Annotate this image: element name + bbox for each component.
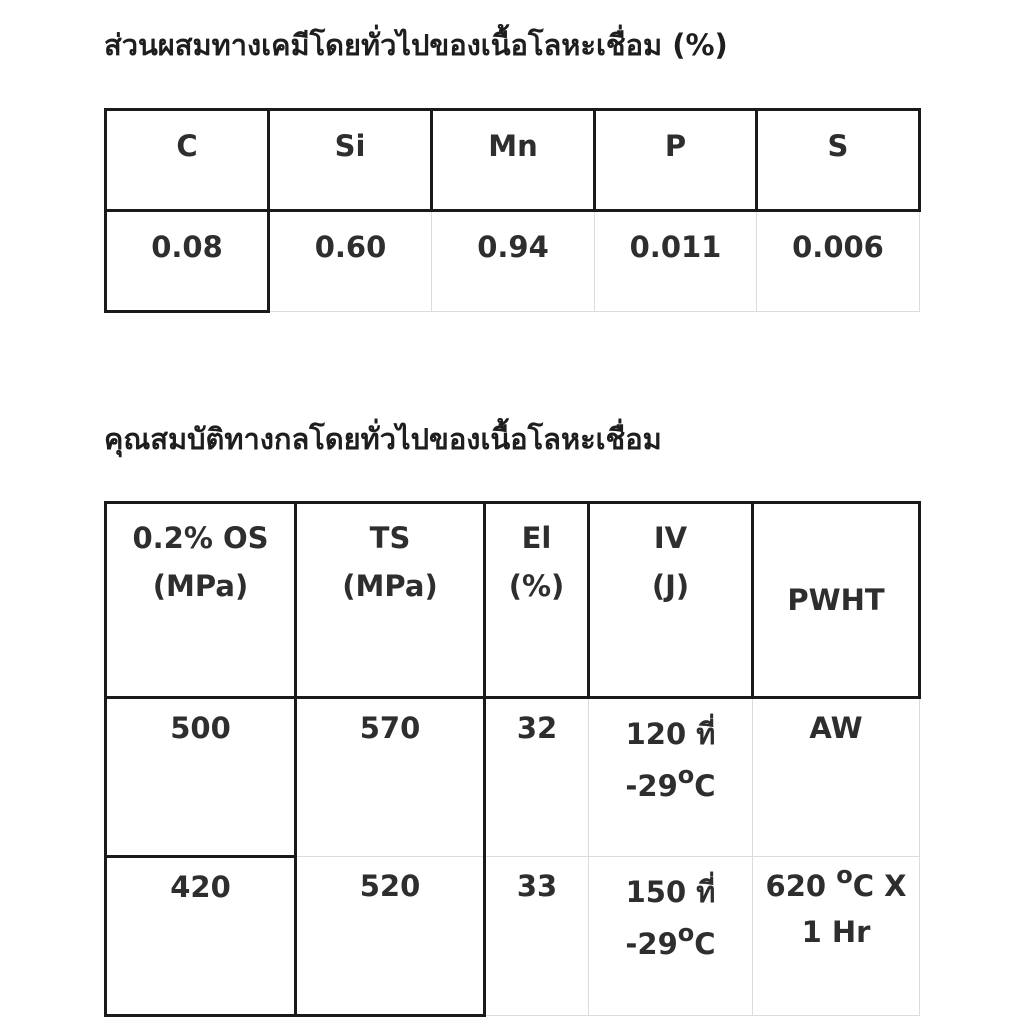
el-value-cell: 32 <box>485 698 589 857</box>
el-value-cell: 33 <box>485 857 589 1016</box>
value-cell-mn: 0.94 <box>432 211 595 312</box>
chemical-value-row <box>106 211 920 312</box>
degree-symbol: o <box>677 918 695 947</box>
header-cell-c: C <box>106 110 269 211</box>
mechanical-properties-heading: คุณสมบัติทางกลโดยทั่วไปของเนื้อโลหะเชื่อม <box>104 422 662 456</box>
header-cell-mn: Mn <box>432 110 595 211</box>
mechanical-properties-table <box>104 501 921 1017</box>
header-cell-si: Si <box>269 110 432 211</box>
header-cell-p: P <box>595 110 757 211</box>
header-cell-os: 0.2% OS (MPa) <box>106 503 296 698</box>
os-value-cell: 500 <box>106 698 296 857</box>
header-cell-pwht: PWHT <box>753 503 920 698</box>
chemical-composition-heading: ส่วนผสมทางเคมีโดยทั่วไปของเนื้อโลหะเชื่อม (%) <box>104 28 728 62</box>
header-cell-s: S <box>757 110 920 211</box>
ts-value-cell: 520 <box>296 857 485 1016</box>
value-cell-p: 0.011 <box>595 211 757 312</box>
os-value-cell: 420 <box>106 857 296 1016</box>
value-cell-si: 0.60 <box>269 211 432 312</box>
header-cell-el: El (%) <box>485 503 589 698</box>
iv-value-cell: 150 ที่ -29$^o$C <box>589 857 753 1016</box>
ts-value-cell: 570 <box>296 698 485 857</box>
degree-symbol: o <box>677 760 695 789</box>
header-cell-iv: IV (J) <box>589 503 753 698</box>
pwht-value-cell: 620 $^o$C X 1 Hr <box>753 857 920 1016</box>
degree-symbol: o <box>836 860 853 889</box>
header-cell-ts: TS (MPa) <box>296 503 485 698</box>
chemical-header-row <box>106 110 920 211</box>
mechanical-header-row <box>106 503 920 698</box>
table-row <box>106 857 920 1016</box>
table-row <box>106 698 920 857</box>
pwht-value-cell: AW <box>753 698 920 857</box>
value-cell-s: 0.006 <box>757 211 920 312</box>
iv-value-cell: 120 ที่ -29$^o$C <box>589 698 753 857</box>
chemical-composition-table <box>104 108 921 313</box>
value-cell-c: 0.08 <box>106 211 269 312</box>
